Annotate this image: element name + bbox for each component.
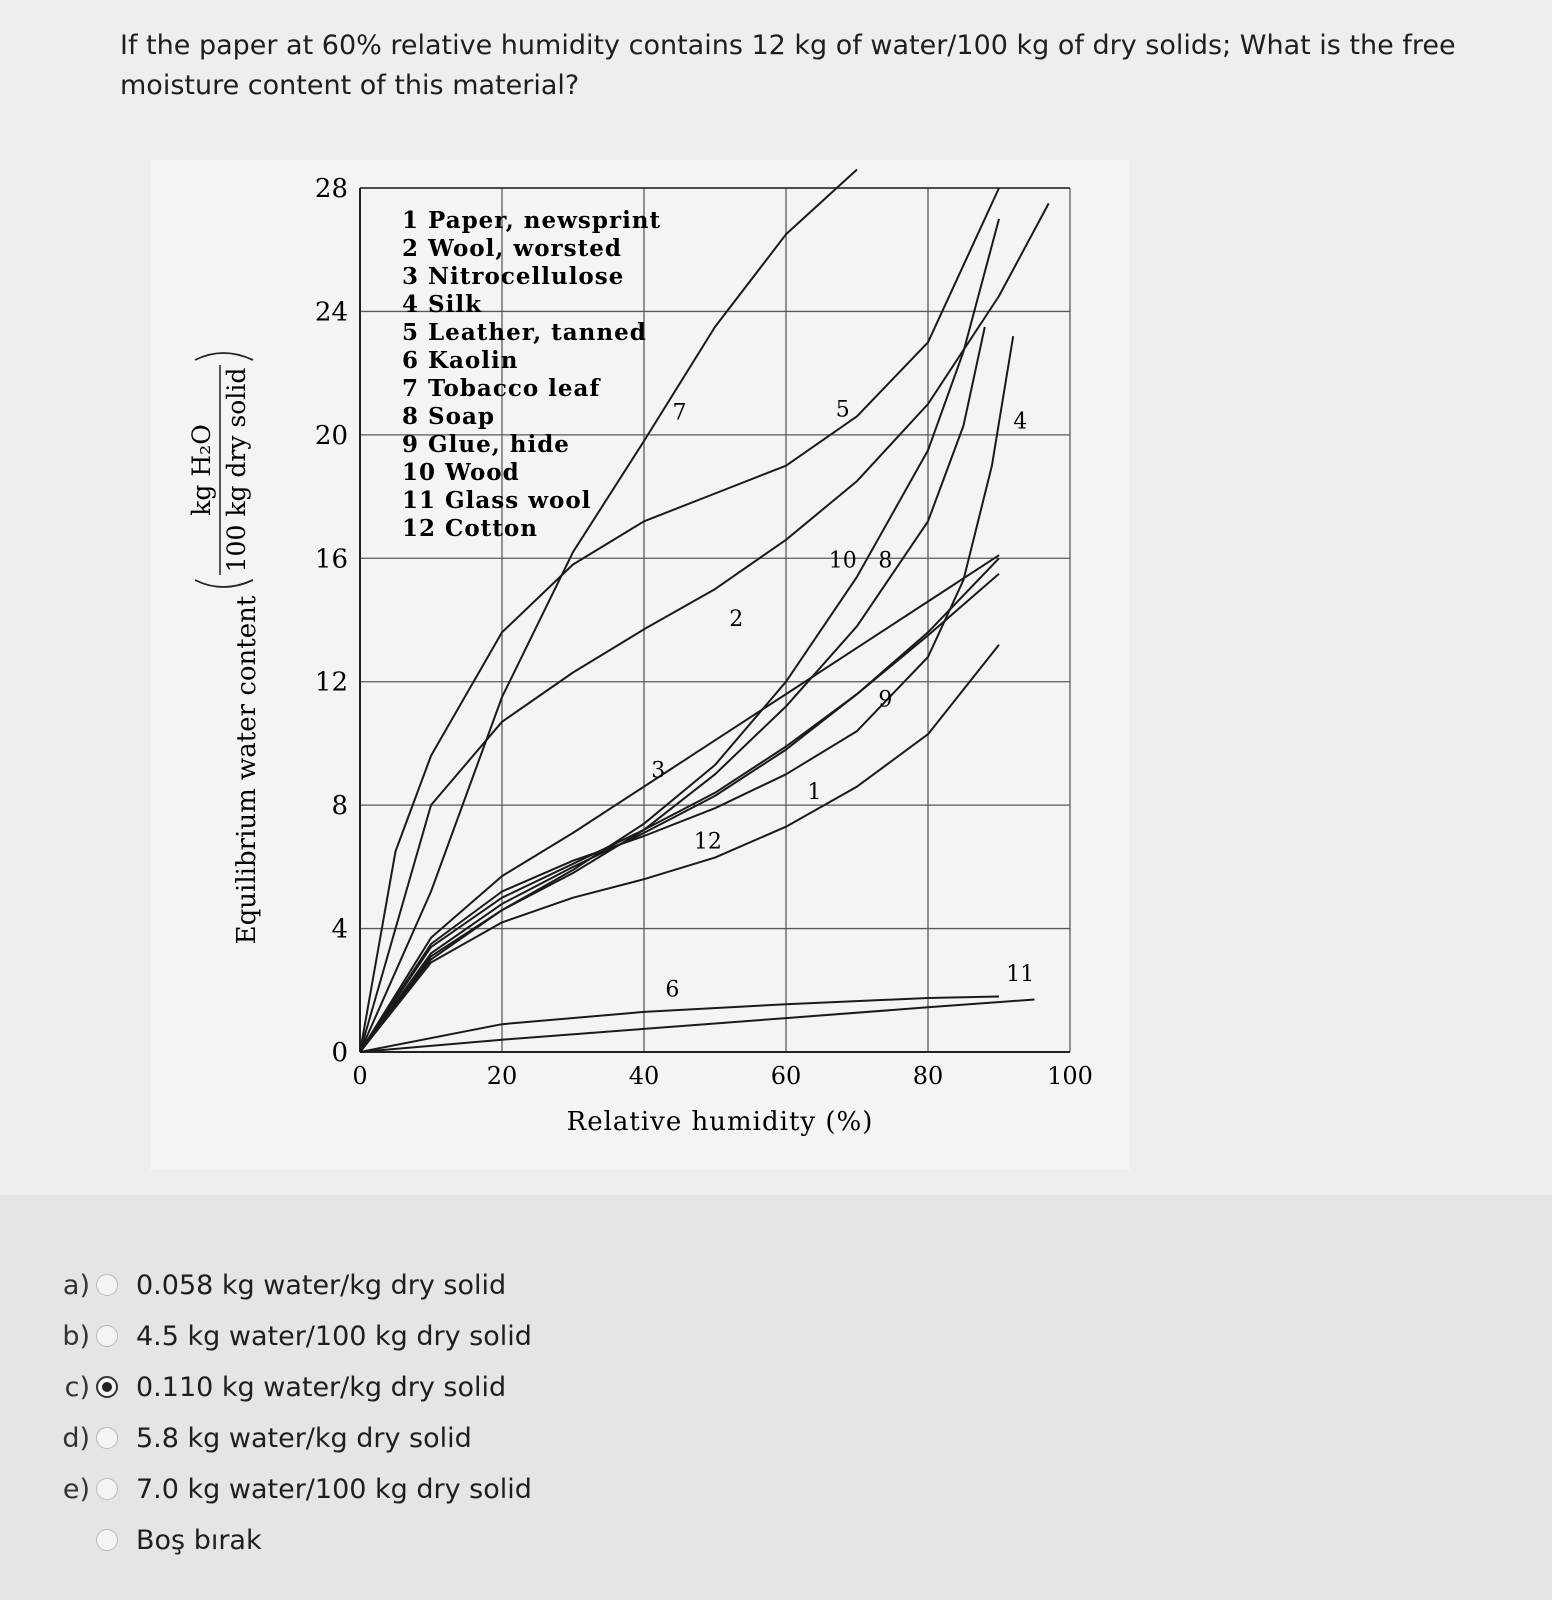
question-text: If the paper at 60% relative humidity contains 12 kg of water/100 kg of dry solids; What is the free moisture content of this material? [120,30,1456,101]
curve-label-7: 7 [672,400,687,426]
radio-button-selected[interactable] [96,1376,118,1398]
option-letter: b) [62,1320,90,1352]
legend-entry: 2 Wool, worsted [402,235,622,262]
y-axis-unit-paren-right [195,353,253,360]
x-tick-label: 40 [628,1062,660,1090]
radio-button[interactable] [96,1274,118,1296]
y-tick-label: 4 [331,914,348,945]
option-leave-blank[interactable] [40,1520,600,1560]
curve-label-1: 1 [807,779,822,805]
x-axis-label: Relative humidity (%) [566,1107,874,1137]
legend-entry: 8 Soap [402,403,495,430]
option-c[interactable] [40,1367,600,1407]
curve-label-12: 12 [693,829,722,855]
y-axis-unit-denominator: 100 kg dry solid [222,367,251,573]
option-label[interactable]: 7.0 kg water/100 kg dry solid [136,1473,532,1505]
legend-entry: 1 Paper, newsprint [402,207,662,234]
legend-entry: 7 Tobacco leaf [402,375,601,402]
option-letter: d) [62,1422,90,1454]
legend-entry: 5 Leather, tanned [402,319,647,346]
curve-label-2: 2 [729,607,744,633]
legend-entry: 4 Silk [402,291,483,318]
curve-label-5: 5 [835,397,850,423]
sorption-isotherm-figure [150,160,1130,1170]
curve-label-10: 10 [828,548,857,574]
isotherm-curve-6 [360,1000,1035,1053]
equilibrium-moisture-chart [150,160,1130,1170]
radio-button[interactable] [96,1529,118,1551]
option-label[interactable]: 5.8 kg water/kg dry solid [136,1422,472,1454]
option-label[interactable]: 4.5 kg water/100 kg dry solid [136,1320,532,1352]
option-d[interactable] [40,1418,600,1458]
x-tick-label: 0 [352,1062,368,1090]
option-letter: e) [62,1473,90,1505]
chart-legend [402,207,661,542]
option-letter: c) [64,1371,90,1403]
isotherm-curve-1 [360,645,999,1052]
x-tick-label: 20 [486,1062,518,1090]
legend-entry: 9 Glue, hide [402,431,570,458]
y-tick-label: 16 [314,544,348,575]
y-tick-label: 24 [314,297,348,328]
y-axis-label: Equilibrium water content [232,595,262,945]
option-b[interactable] [40,1316,600,1356]
curve-label-6: 6 [665,977,680,1003]
x-tick-label: 60 [770,1062,802,1090]
option-letter: a) [62,1269,90,1301]
isotherm-curve-9 [360,574,999,1052]
option-e[interactable] [40,1469,600,1509]
legend-entry: 12 Cotton [402,515,538,542]
option-label[interactable]: 0.058 kg water/kg dry solid [136,1269,507,1301]
option-label[interactable]: 0.110 kg water/kg dry solid [136,1371,507,1403]
curve-label-3: 3 [651,758,666,784]
legend-entry: 6 Kaolin [402,347,519,374]
radio-button[interactable] [96,1427,118,1449]
option-label[interactable]: Boş bırak [136,1524,262,1556]
y-axis-unit-paren-left [195,580,253,587]
x-tick-label: 80 [912,1062,944,1090]
curve-label-9: 9 [878,687,893,713]
radio-button[interactable] [96,1325,118,1347]
curve-label-11: 11 [1006,962,1035,988]
y-tick-label: 0 [331,1038,348,1068]
curve-label-8: 8 [878,548,893,574]
isotherm-curve-3 [360,555,999,1052]
legend-entry: 10 Wood [402,459,520,486]
y-tick-label: 20 [314,420,348,451]
curve-label-4: 4 [1013,409,1028,435]
legend-entry: 3 Nitrocellulose [402,263,625,290]
radio-button[interactable] [96,1478,118,1500]
legend-entry: 11 Glass wool [402,487,592,514]
x-tick-label: 100 [1047,1062,1093,1090]
y-tick-label: 8 [331,791,348,822]
y-tick-label: 28 [314,174,348,204]
option-a[interactable] [40,1265,600,1305]
y-tick-label: 12 [314,667,348,698]
y-axis-unit-numerator: kg H₂O [187,424,216,516]
